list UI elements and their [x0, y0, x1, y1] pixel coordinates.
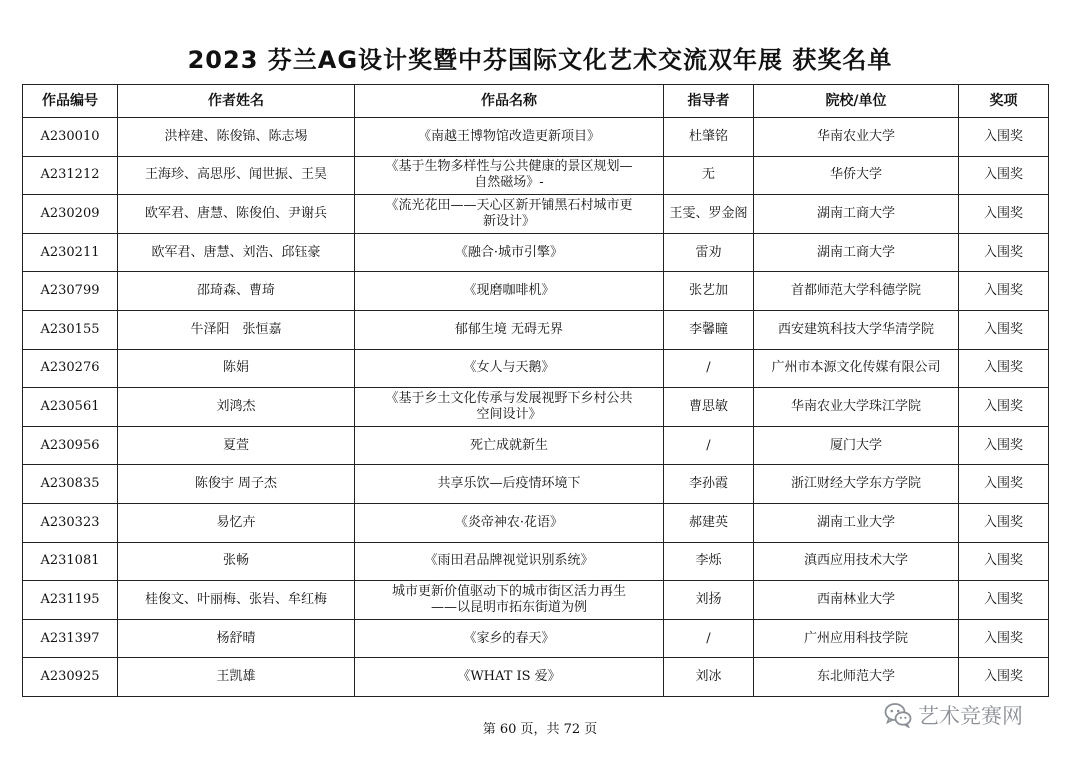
cell-id: A230323	[23, 503, 118, 542]
cell-authors: 桂俊文、叶丽梅、张岩、牟红梅	[118, 581, 355, 620]
cell-work-title: 《雨田君品牌视觉识别系统》	[355, 542, 664, 581]
cell-advisor: 雷劝	[664, 233, 754, 272]
cell-award: 入围奖	[959, 233, 1049, 272]
cell-id: A231397	[23, 619, 118, 658]
table-row	[23, 542, 1049, 581]
cell-id: A231195	[23, 581, 118, 620]
table-row	[23, 118, 1049, 157]
cell-award: 入围奖	[959, 118, 1049, 157]
cell-advisor: 张艺加	[664, 272, 754, 311]
table-row	[23, 195, 1049, 234]
cell-id: A230276	[23, 349, 118, 388]
cell-work-title: 共享乐饮—后疫情环境下	[355, 465, 664, 504]
column-header-authors: 作者姓名	[118, 85, 355, 118]
cell-institution: 湖南工商大学	[754, 195, 959, 234]
cell-id: A230925	[23, 658, 118, 697]
cell-advisor: 无	[664, 156, 754, 195]
cell-authors: 刘鸿杰	[118, 388, 355, 427]
cell-institution: 华南农业大学	[754, 118, 959, 157]
cell-institution: 广州市本源文化传媒有限公司	[754, 349, 959, 388]
cell-institution: 滇西应用技术大学	[754, 542, 959, 581]
watermark-text: 艺术竞赛网	[918, 704, 1023, 728]
cell-institution: 首都师范大学科德学院	[754, 272, 959, 311]
table-row	[23, 310, 1049, 349]
cell-authors: 陈娟	[118, 349, 355, 388]
cell-advisor: 李孙霞	[664, 465, 754, 504]
cell-institution: 华侨大学	[754, 156, 959, 195]
table-row	[23, 581, 1049, 620]
column-header-institution: 院校/单位	[754, 85, 959, 118]
cell-institution: 湖南工业大学	[754, 503, 959, 542]
cell-award: 入围奖	[959, 503, 1049, 542]
cell-authors: 欧军君、唐慧、陈俊伯、尹谢兵	[118, 195, 355, 234]
column-header-id: 作品编号	[23, 85, 118, 118]
column-header-work-title: 作品名称	[355, 85, 664, 118]
cell-id: A231212	[23, 156, 118, 195]
cell-work-title: 《基于乡土文化传承与发展视野下乡村公共 空间设计》	[355, 388, 664, 427]
cell-authors: 欧军君、唐慧、刘浩、邱钰豪	[118, 233, 355, 272]
table-row	[23, 156, 1049, 195]
cell-authors: 易忆卉	[118, 503, 355, 542]
cell-award: 入围奖	[959, 272, 1049, 311]
cell-institution: 厦门大学	[754, 426, 959, 465]
cell-award: 入围奖	[959, 310, 1049, 349]
table-header-row	[23, 85, 1049, 118]
cell-award: 入围奖	[959, 542, 1049, 581]
table-row	[23, 233, 1049, 272]
cell-award: 入围奖	[959, 581, 1049, 620]
cell-work-title: 《炎帝神农·花语》	[355, 503, 664, 542]
cell-advisor: /	[664, 619, 754, 658]
cell-id: A230799	[23, 272, 118, 311]
cell-authors: 陈俊宇 周子杰	[118, 465, 355, 504]
cell-authors: 张畅	[118, 542, 355, 581]
cell-work-title: 《融合·城市引擎》	[355, 233, 664, 272]
cell-work-title: 城市更新价值驱动下的城市街区活力再生 ——以昆明市拓东街道为例	[355, 581, 664, 620]
cell-authors: 洪梓建、陈俊锦、陈志埸	[118, 118, 355, 157]
cell-work-title: 郁郁生境 无碍无界	[355, 310, 664, 349]
cell-institution: 华南农业大学珠江学院	[754, 388, 959, 427]
cell-work-title: 《家乡的春天》	[355, 619, 664, 658]
cell-authors: 牛泽阳 张恒嘉	[118, 310, 355, 349]
cell-work-title: 死亡成就新生	[355, 426, 664, 465]
cell-advisor: 杜肇铭	[664, 118, 754, 157]
cell-advisor: 刘扬	[664, 581, 754, 620]
cell-id: A230155	[23, 310, 118, 349]
table-body	[23, 118, 1049, 697]
cell-id: A230211	[23, 233, 118, 272]
cell-work-title: 《女人与天鹅》	[355, 349, 664, 388]
cell-work-title: 《现磨咖啡机》	[355, 272, 664, 311]
cell-advisor: 郝建英	[664, 503, 754, 542]
cell-work-title: 《流光花田——天心区新开铺黑石村城市更 新设计》	[355, 195, 664, 234]
cell-work-title: 《南越王博物馆改造更新项目》	[355, 118, 664, 157]
cell-award: 入围奖	[959, 426, 1049, 465]
cell-authors: 王凯雄	[118, 658, 355, 697]
cell-institution: 湖南工商大学	[754, 233, 959, 272]
page-footer: 第 60 页，共 72 页	[482, 722, 598, 737]
cell-advisor: /	[664, 426, 754, 465]
cell-award: 入围奖	[959, 156, 1049, 195]
table-row	[23, 388, 1049, 427]
cell-authors: 夏萱	[118, 426, 355, 465]
cell-award: 入围奖	[959, 195, 1049, 234]
cell-award: 入围奖	[959, 658, 1049, 697]
wechat-icon	[884, 702, 912, 728]
cell-advisor: 刘冰	[664, 658, 754, 697]
cell-institution: 广州应用科技学院	[754, 619, 959, 658]
cell-institution: 西安建筑科技大学华清学院	[754, 310, 959, 349]
page-title: 2023 芬兰AG设计奖暨中芬国际文化艺术交流双年展 获奖名单	[187, 46, 893, 74]
cell-advisor: 李馨瞳	[664, 310, 754, 349]
awards-table	[22, 84, 1049, 697]
table-row	[23, 349, 1049, 388]
cell-authors: 王海珍、高思彤、闻世振、王昊	[118, 156, 355, 195]
cell-authors: 杨舒晴	[118, 619, 355, 658]
cell-advisor: 王雯、罗金阁	[664, 195, 754, 234]
cell-id: A230835	[23, 465, 118, 504]
table-row	[23, 465, 1049, 504]
table-row	[23, 426, 1049, 465]
cell-advisor: 曹思敏	[664, 388, 754, 427]
cell-award: 入围奖	[959, 619, 1049, 658]
table-row	[23, 619, 1049, 658]
watermark	[884, 700, 1023, 730]
column-header-advisor: 指导者	[664, 85, 754, 118]
cell-work-title: 《WHAT IS 爱》	[355, 658, 664, 697]
cell-award: 入围奖	[959, 465, 1049, 504]
table-row	[23, 658, 1049, 697]
cell-advisor: 李烁	[664, 542, 754, 581]
cell-institution: 浙江财经大学东方学院	[754, 465, 959, 504]
column-header-award: 奖项	[959, 85, 1049, 118]
cell-id: A230956	[23, 426, 118, 465]
cell-institution: 西南林业大学	[754, 581, 959, 620]
cell-id: A230209	[23, 195, 118, 234]
cell-advisor: /	[664, 349, 754, 388]
cell-institution: 东北师范大学	[754, 658, 959, 697]
cell-authors: 邵琦森、曹琦	[118, 272, 355, 311]
cell-id: A230561	[23, 388, 118, 427]
table-row	[23, 272, 1049, 311]
cell-award: 入围奖	[959, 388, 1049, 427]
cell-award: 入围奖	[959, 349, 1049, 388]
table-row	[23, 503, 1049, 542]
cell-id: A230010	[23, 118, 118, 157]
cell-id: A231081	[23, 542, 118, 581]
cell-work-title: 《基于生物多样性与公共健康的景区规划— 自然磁场》-	[355, 156, 664, 195]
